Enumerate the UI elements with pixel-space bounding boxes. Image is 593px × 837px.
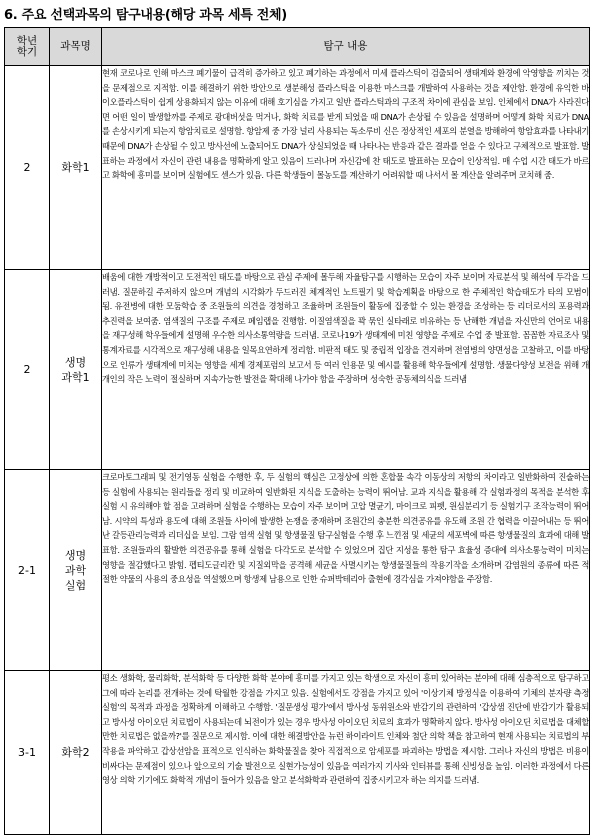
subject-header: 과목명 [50, 28, 102, 66]
table-row [5, 270, 590, 470]
grade-cell: 2-1 [5, 470, 50, 671]
table-row [5, 671, 590, 835]
subject-cell: 생명 과학1 [50, 270, 102, 470]
content-text: 크로마토그래피 및 전기영동 실험을 수행한 후, 두 실험의 핵심은 고정상에 의한 혼합물 속각 이동상의 저항의 차이라고 일반화하여 진술하는 등 실험에 사용되는 원리들을 정리 및 비교하여 일반화된 지식을 도출하는 능력이 뛰어남. 교과 지식을 활용해 각 실험과정의 목적을 분석한 후 실험 시 유의해야 할 점을 고려하며 실험을 수행하는 모습이 자주 보이며 고압 멸균기, 마이크로 피펫, 원심분리기 등 실험기구 조작능력이 뛰어남. 시약의 특성과 용도에 대해 조원들 사이에 발생한 논쟁을 중재하며 조원간의 충분한 의견공유를 유도해 조원 간 협력을 이끌어내는 등 뛰어난 갈등관리능력과 리더십을 보임. 그람 염색 실험 및 항생물질 탐구실험을 수행 후 느낀점 및 세균의 세포벽에 따른 항생물질의 효과에 대해 발표함. 조원들과의 활발한 의견공유를 통해 실험을 다각도로 분석할 수 있었으며 집단 지성을 통한 탐구 효율성 증대에 의사소통능력이 미치는 영향을 절감했다고 밝힘. 펩티도글리칸 및 지질외막을 공격해 세균을 사멸시키는 항생물질들의 작용기작을 소개하며 감염원의 종류에 따른 적절한 약물의 사용의 중요성을 역설했으며 항생제 남용으로 인한 슈퍼박테리아 출현에 경각심을 가져야함을 주장함. [102, 472, 589, 585]
content-text: 현재 코로나로 인해 마스크 폐기물이 급격히 증가하고 있고 폐기하는 과정에서 미세 플라스틱이 검출되어 생태계와 환경에 악영향을 끼치는 것을 문제점으로 지적함. 이를 해결하기 위한 방안으로 생분해성 플라스틱을 이용한 마스크를 개발하여 사용하는 것을 제안함. 환경에 유익한 바이오플라스틱이 쉽게 상용화되지 않는 이유에 대해 호기심을 가지고 일반 플라스틱과의 구조적 차이에 관심을 보임. 인체에서 DNA가 사라진다면 어떤 일이 발생할까를 주제로 광대버섯을 먹거나, 화학 치료를 받게 되었을 때 DNA가 손상될 수 있음을 설명하며 어떻게 화학 치료가 DNA를 손상시키게 되는지 항암치료로 설명함. 항암제 중 가장 널리 사용되는 독소루비 신은 정상적인 세포의 분열을 방해하여 항암효과를 나타내기 때문에 DNA가 손상될 수 있고 방사선에 노출되어도 DNA가 상실되었을 때 나타나는 반응과 같은 결과를 얻을 수 있다고 구체적으로 발표함. 발표하는 과정에서 자신이 관련 내용을 명확하게 알고 있음이 드러나며 자신감에 찬 태도로 발표하는 모습이 인상적임. 매 수업 시간 태도가 바르고 화학에 흥미를 보이며 실험에도 센스가 있음. 다른 학생들이 몰농도를 계산하기 어려워할 때 나서서 몰 계산을 알려주며 코치해 줌. [102, 68, 589, 181]
table-header-row [5, 28, 590, 66]
content-cell [102, 270, 590, 470]
content-text: 평소 생화학, 물리화학, 분석화학 등 다양한 화학 분야에 흥미를 가지고 있는 학생으로 자신이 흥미 있어하는 분야에 대해 심층적으로 탐구하고 그에 따라 논리를 전개하는 것에 탁월한 강점을 가지고 있음. 실험에서도 강점을 가지고 있어 '이상기체 방정식을 이용하여 기체의 분자량 측정 실험'의 목적과 과정을 정확하게 이해하고 수행함. '질문생성 평가'에서 방사성 동위원소와 반감기의 관련하여 '갑상샘 진단에 반감기가 활용되고 방사성 아이오딘 치료법이 사용되는데 뇌전이가 있는 경우 방사성 아이오딘 치료의 효과가 명확하지 않다. 방사성 아이오딘 치료법을 대체할 만한 치료법은 없을까?'를 질문으로 제시함. 이에 대한 해결방안을 뉴런 하이라이트 인체와 첨단 의학 책을 참고하여 현재 사용되는 치료법의 부작용을 파악하고 갑상선암을 표적으로 인식하는 화학물질을 찾아 직접적으로 암세포를 파괴하는 방법을 제시함. 그러나 자신의 방법은 비용이 비싸다는 문제점이 있으나 앞으로의 기술 발전으로 실현가능성이 있음을 여러가지 기사와 인터뷰를 통해 신빙성을 높임. 이러한 과정에서 다른 영상 의학 기기에도 화학적 개념이 들어가 있음을 알고 분석화학과 관련하여 집중시키고자 하는 의지를 드러냄. [102, 673, 589, 786]
subject-cell: 화학1 [50, 66, 102, 270]
grade-cell: 2 [5, 66, 50, 270]
content-cell [102, 66, 590, 270]
table-row [5, 66, 590, 270]
grade-cell: 2 [5, 270, 50, 470]
content-header: 탐구 내용 [102, 28, 590, 66]
inquiry-table [4, 27, 590, 835]
page-title: 6. 주요 선택과목의 탐구내용(해당 과목 세특 전체) [4, 8, 287, 23]
table-row [5, 470, 590, 671]
grade-header: 학년 학기 [5, 28, 50, 66]
content-text: 배움에 대한 개방적이고 도전적인 태도를 바탕으로 관심 주제에 몰두해 자율탐구를 시행하는 모습이 자주 보이며 자료분석 및 해석에 두각을 드러냄. 질문하길 주저하지 않으며 개념의 시각화가 두드러진 체계적인 노트필기 및 학습계획을 바탕으로 한 주체적인 학습태도가 타의 모범이 됨. 유전병에 대한 모둠학습 중 조원들의 의견을 경청하고 조율하며 조원들이 활동에 집중할 수 있는 환경을 조성하는 등 리더로서의 포용력과 추진력을 보여줌. 염색질의 구조를 주제로 페임랩을 진행함. 이질염색질을 꽉 묶인 실타래로 비유하는 등 난해한 개념을 자신만의 언어로 내용을 재구성해 학우들에게 설명해 우수한 의사소통역량을 드러냄. 코로나19가 생태계에 미친 영향을 주제로 수업 중 발표함. 꼼꼼한 자료조사 및 통계자료를 시각적으로 재구성해 내용을 일목요연하게 정리함. 비판적 태도 및 중립적 입장을 견지하며 전염병의 양면성을 고찰하고, 이를 바탕으로 인류가 생태계에 미치는 영향을 세계 경제포럼의 보고서 등 여러 인용문 및 예시를 활용해 학우들에게 설명함. 생물다양성 보전을 위해 개개인의 작은 노력이 절실하며 지속가능한 발전을 확대해 나가야 함을 주장하며 성숙한 공동체의식을 드러냄 [102, 272, 589, 385]
subject-cell: 생명 과학 실험 [50, 470, 102, 671]
grade-cell: 3-1 [5, 671, 50, 835]
content-cell [102, 671, 590, 835]
subject-cell: 화학2 [50, 671, 102, 835]
content-cell [102, 470, 590, 671]
